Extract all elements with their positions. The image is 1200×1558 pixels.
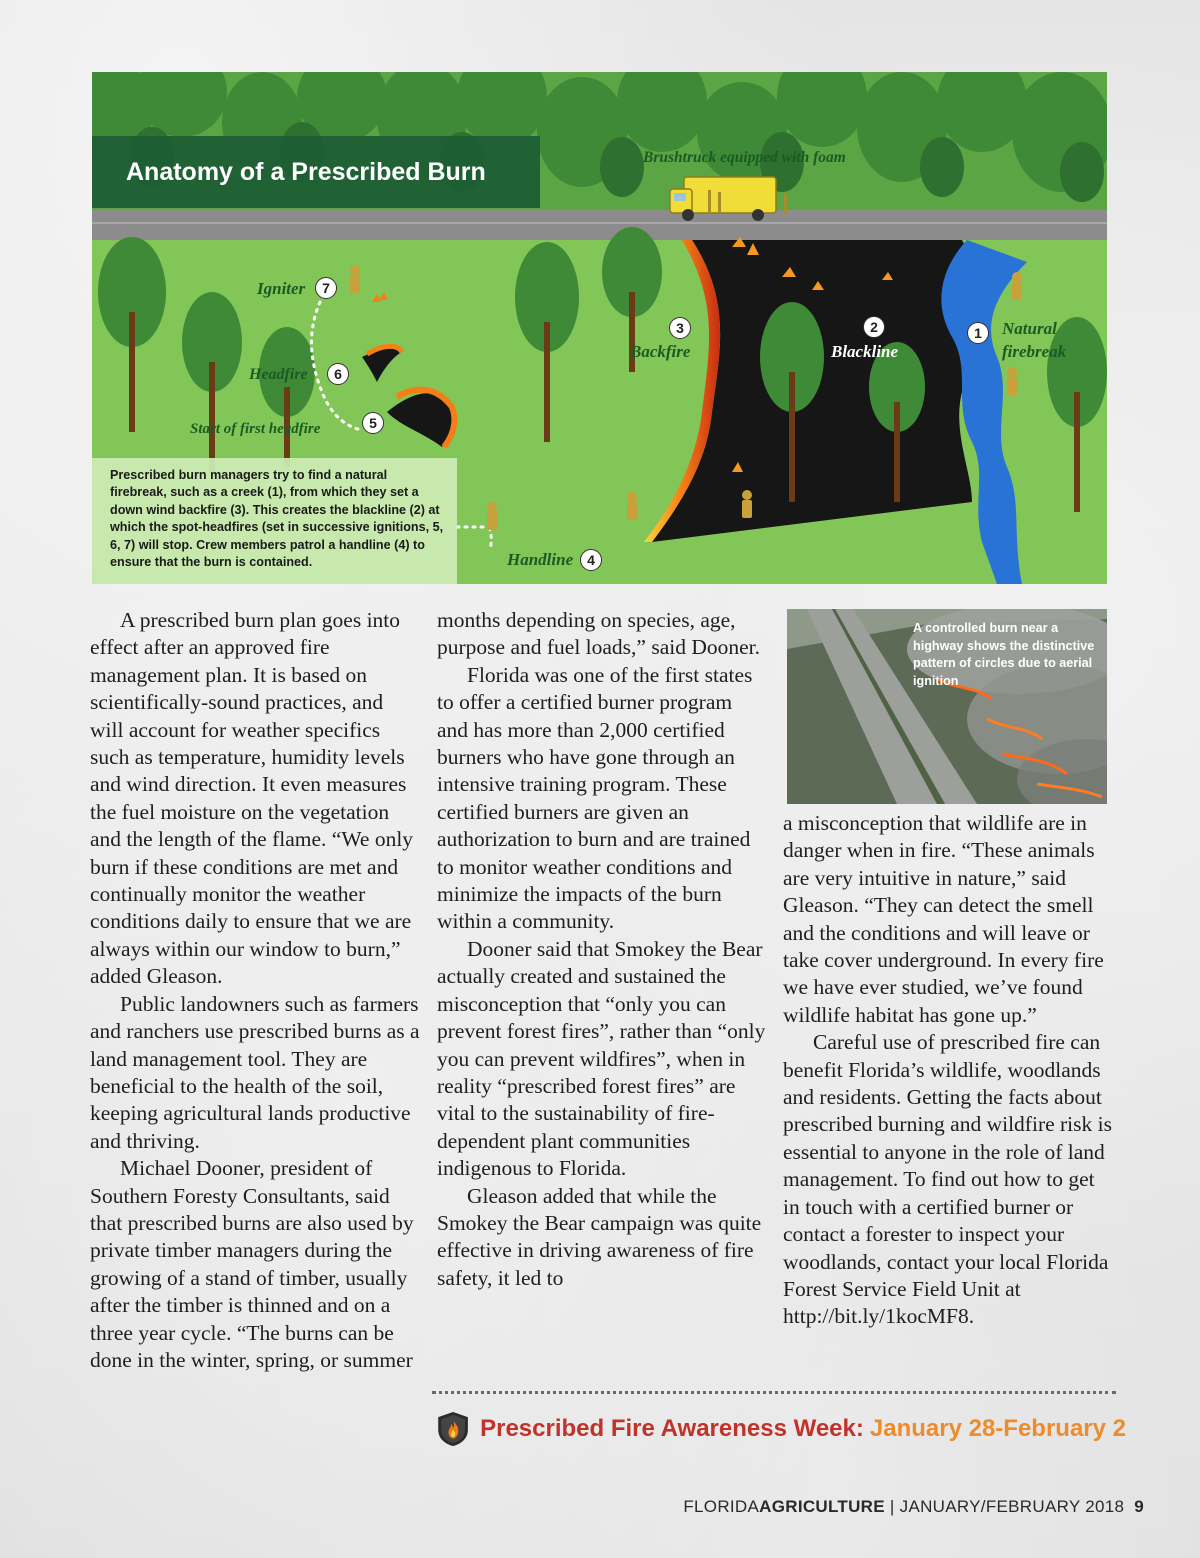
burn-infographic <box>92 72 1107 584</box>
awareness-week-banner <box>436 1404 1126 1454</box>
marker-5: 5 <box>362 412 384 434</box>
page-number: 9 <box>1134 1497 1144 1516</box>
article-paragraph: Florida was one of the first states to offer a certified burner program and has more than 2,000 certified burners who have gone through an intensive training program. These certified burners are given an authorization to burn and are trained to monitor weather conditions and minimize the impacts of the burn within a community. <box>437 662 753 934</box>
label-natural-firebreak-line1: Natural <box>1002 319 1057 338</box>
marker-7: 7 <box>315 277 337 299</box>
controlled-burn-photo <box>787 609 1107 804</box>
issue-date: | JANUARY/FEBRUARY 2018 <box>884 1497 1125 1516</box>
infographic-caption: Prescribed burn managers try to find a natural firebreak, such as a creek (1), from which they set a down wind backfire (3). This creates the blackline (2) at which the spot-headfires (set in successive ignitions, 5, 6, 7) will stop. Crew members patrol a handline (4) to ensure that the burn is contained. <box>110 468 444 570</box>
article-paragraph: Dooner said that Smokey the Bear actually created and sustained the misconception that “only you can prevent forest fires”, rather than “only you can prevent wildfires”, when in reality “prescribed forest fires” are vital to the sustainability of fire-dependent plant communities indigenous to Florida. <box>437 936 766 1181</box>
label-backfire: Backfire <box>630 342 691 361</box>
article-paragraph: Careful use of prescribed fire can benefit Florida’s wildlife, woodlands and residents. Getting the facts about prescribed burning and wildfire risk is essential to anyone in the role of land management. To find out how to get in touch with a certified burner or contact a forester to inspect your woodlands, contact your local Florida Forest Service Field Unit at http://bit.ly/1kocMF8. <box>783 1030 1112 1329</box>
label-brushtruck: Brushtruck equipped with foam <box>643 149 846 166</box>
article-paragraph: A prescribed burn plan goes into effect after an approved fire management plan. It is based on scientifically-sound practices, and will account for weather specifics such as temperature, humidity levels and wind direction. It even measures the fuel moisture on the vegetation and the length of the flame. “We only burn if these conditions are met and continually monitor the weather conditions daily to ensure that we are always within our window to burn,” added Gleason. <box>90 608 414 989</box>
article-paragraph: months depending on species, age, purpose and fuel loads,” said Dooner. <box>437 608 761 660</box>
marker-6: 6 <box>327 363 349 385</box>
infographic-title-banner <box>92 136 540 208</box>
label-blackline: Blackline <box>831 342 899 361</box>
infographic-caption-box <box>92 458 457 584</box>
awareness-dates: January 28-February 2 <box>869 1415 1126 1442</box>
marker-1: 1 <box>967 322 989 344</box>
article-paragraph: a misconception that wildlife are in danger when in fire. “These animals are very intuitive in nature,” said Gleason. “They can detect the smell and the conditions and will leave or take cover underground. In every fire we have ever studied, we’ve found wildlife habitat has gone up.” <box>783 811 1104 1027</box>
label-headfire: Headfire <box>249 366 308 383</box>
article-column-2 <box>437 607 767 1292</box>
marker-2: 2 <box>863 316 885 338</box>
label-igniter: Igniter <box>257 279 306 298</box>
marker-4: 4 <box>580 549 602 571</box>
page-footer <box>683 1497 1144 1517</box>
fire-shield-icon <box>436 1404 470 1454</box>
article-column-3 <box>783 810 1113 1331</box>
label-natural-firebreak-line2: firebreak <box>1002 342 1067 361</box>
magazine-name-bold: AGRICULTURE <box>759 1497 885 1516</box>
article-paragraph: Public landowners such as farmers and ranchers use prescribed burns as a land management tool. They are beneficial to the health of the soil, keeping agricultural lands productive and thriving. <box>90 991 420 1153</box>
photo-caption: A controlled burn near a highway shows the distinctive pattern of circles due to aerial ignition <box>913 621 1095 688</box>
infographic-title: Anatomy of a Prescribed Burn <box>126 157 486 186</box>
dotted-divider <box>432 1391 1116 1394</box>
awareness-label: Prescribed Fire Awareness Week: <box>480 1415 864 1442</box>
article-paragraph: Gleason added that while the Smokey the Bear campaign was quite effective in driving awareness of fire safety, it led to <box>437 1183 762 1290</box>
label-start-headfire: Start of first headfire <box>190 421 321 437</box>
label-handline: Handline <box>507 550 574 569</box>
marker-3: 3 <box>669 317 691 339</box>
magazine-name-light: FLORIDA <box>683 1497 760 1516</box>
article-column-1 <box>90 607 420 1374</box>
article-paragraph: Michael Dooner, president of Southern Foresty Consultants, said that prescribed burns are also used by private timber managers during the growing of a stand of timber, usually after the timber is thinned and on a three year cycle. “The burns can be done in the winter, spring, or summer <box>90 1156 414 1372</box>
